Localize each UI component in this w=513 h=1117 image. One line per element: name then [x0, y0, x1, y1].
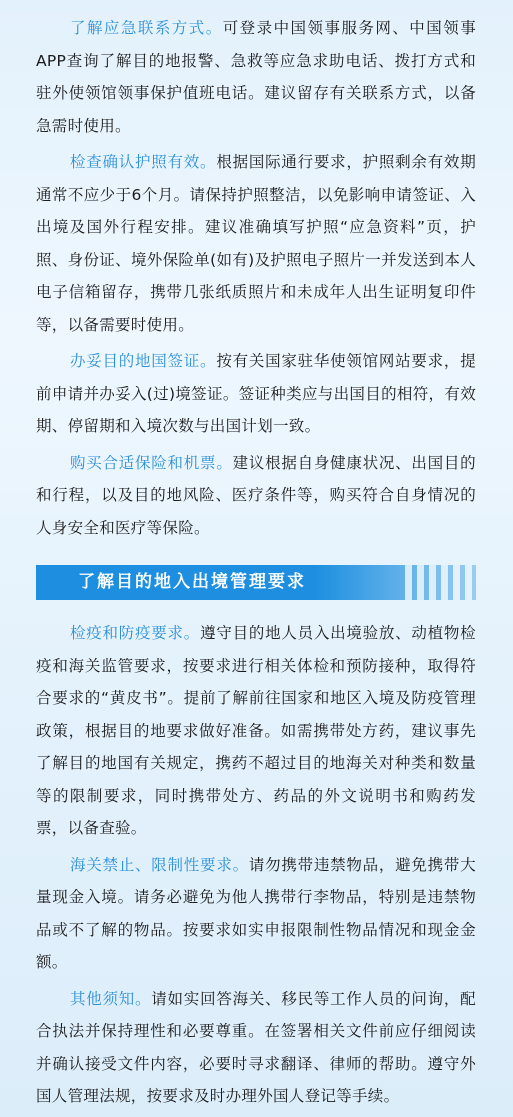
paragraph-body: 可登录中国领事服务网、中国领事APP查询了解目的地报警、急救等应急求助电话、拨打方式和驻外使领馆领事保护值班电话。建议留存有关联系方式，以备急需时使用。 — [36, 19, 476, 135]
paragraph-customs — [36, 849, 476, 979]
banner-stripes-decoration — [400, 565, 472, 600]
paragraph-emergency-contacts — [36, 12, 476, 142]
paragraph-lead: 其他须知。 — [70, 989, 152, 1008]
paragraph-body: 请勿携带违禁物品，避免携带大量现金入境。请务必避免为他人携带行李物品，特别是违禁物品或不了解的物品。按要求如实申报限制性物品情况和现金金额。 — [36, 855, 476, 971]
section-heading-title: 了解目的地入出境管理要求 — [78, 572, 306, 592]
paragraph-lead: 了解应急联系方式。 — [70, 19, 223, 37]
preparation-section — [36, 12, 476, 548]
paragraph-lead: 检查确认护照有效。 — [70, 153, 217, 171]
paragraph-visa — [36, 345, 476, 443]
paragraph-lead: 海关禁止、限制性要求。 — [70, 855, 249, 874]
paragraph-quarantine — [36, 617, 476, 845]
paragraph-body: 按有关国家驻华使领馆网站要求，提前申请并办妥入(过)境签证。签证种类应与出国目的相符，有效期、停留期和入境次数与出国计划一致。 — [36, 352, 476, 435]
paragraph-body: 根据国际通行要求，护照剩余有效期通常不应少于6个月。请保持护照整洁，以免影响申请签证、入出境及国外行程安排。建议准确填写护照“应急资料”页，护照、身份证、境外保险单(如有)及护照电子照片一并发送到本人电子信箱留存，携带几张纸质照片和未成年人出生证明复印件等，以备需要时使用。 — [36, 153, 476, 334]
paragraph-insurance-tickets — [36, 447, 476, 545]
paragraph-lead: 购买合适保险和机票。 — [70, 453, 233, 472]
paragraph-other-notes — [36, 983, 476, 1113]
paragraph-body: 建议根据自身健康状况、出国目的和行程，以及目的地风险、医疗条件等，购买符合自身情况的人身安全和医疗等保险。 — [36, 453, 476, 537]
paragraph-body: 遵守目的地人员入出境验放、动植物检疫和海关监管要求，按要求进行相关体检和预防接种，取得符合要求的“黄皮书”。提前了解前往国家和地区入境及防疫管理政策，根据目的地要求做好准备。如需携带处方药，建议事先了解目的地国有关规定，携药不超过目的地海关对种类和数量等的限制要求，同时携带处方、药品的外文说明书和购药发票，以备查验。 — [36, 624, 476, 837]
paragraph-body: 请如实回答海关、移民等工作人员的问询，配合执法并保持理性和必要尊重。在签署相关文件前应仔细阅读并确认接受文件内容，必要时寻求翻译、律师的帮助。遵守外国人管理法规，按要求及时办理外国人登记等手续。 — [36, 989, 476, 1105]
paragraph-passport-check — [36, 146, 476, 341]
section-heading-banner — [36, 565, 476, 600]
entry-exit-section — [36, 617, 476, 1117]
paragraph-lead: 检疫和防疫要求。 — [70, 624, 201, 642]
paragraph-lead: 办妥目的地国签证。 — [70, 352, 217, 370]
